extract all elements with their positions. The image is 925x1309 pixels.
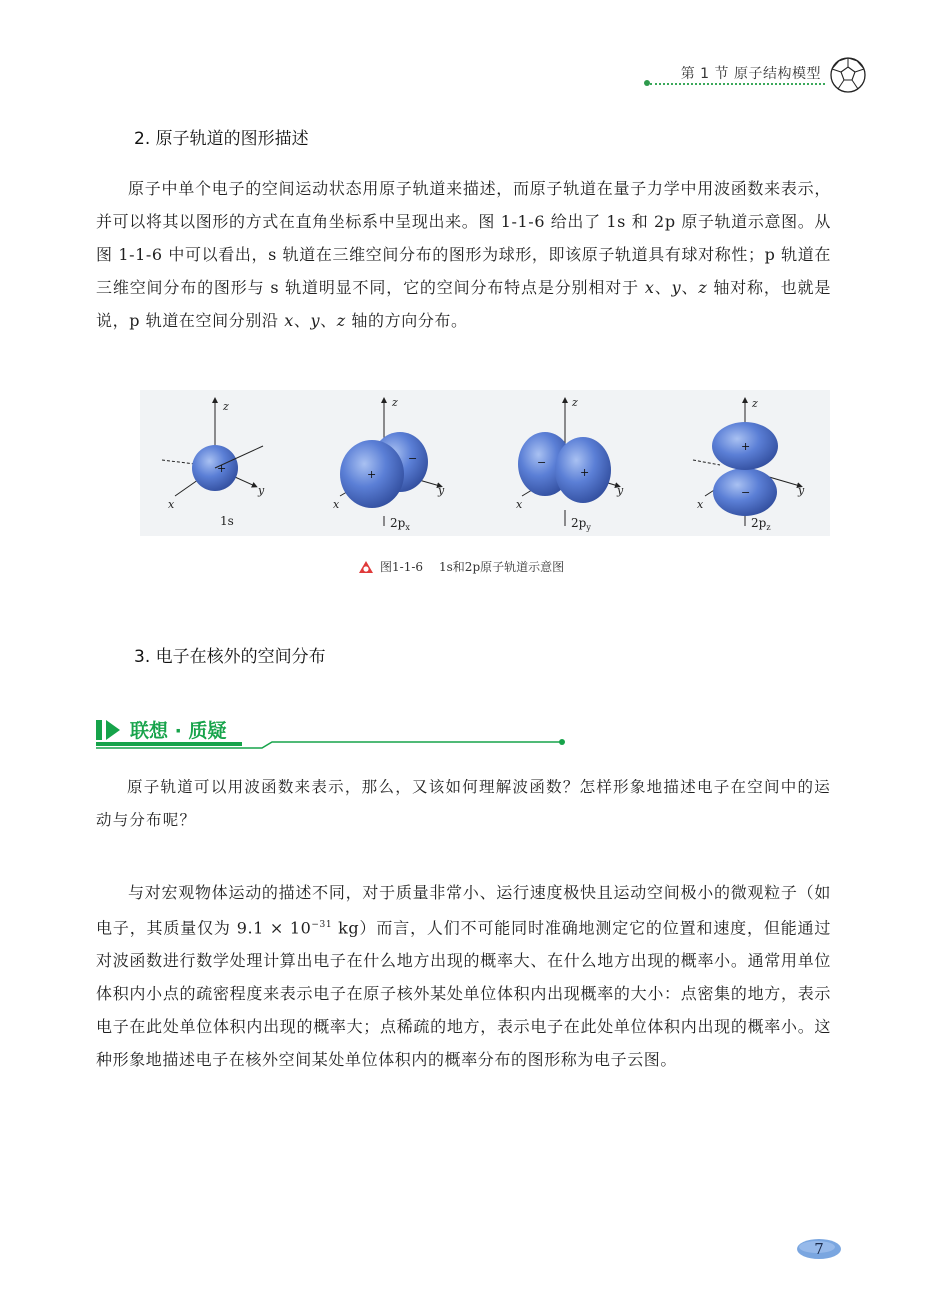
section-heading-orbital-shapes: 2. 原子轨道的图形描述 — [134, 129, 309, 149]
figure-number: 图1-1-6 — [380, 560, 424, 574]
orbital-2py — [516, 396, 624, 532]
figure-title: 1s和2p原子轨道示意图 — [439, 560, 565, 574]
label-1s: 1s — [220, 514, 234, 528]
label-2pz: $2p_z$ — [751, 516, 771, 532]
header-rule — [650, 83, 825, 85]
plus-sign-2pz: + — [741, 440, 751, 453]
page-header — [0, 0, 925, 100]
plus-sign-2py: + — [580, 466, 590, 479]
axis-y-label-2pz: y — [798, 484, 805, 497]
axis-z-label-2px: z — [392, 396, 398, 409]
page-number-badge — [796, 1238, 842, 1260]
label-2py: $2p_y$ — [571, 516, 591, 532]
callout-question: 原子轨道可以用波函数来表示，那么，又该如何理解波函数？怎样形象地描述电子在空间中的运动与分布呢？ — [96, 778, 831, 829]
section-heading-electron-distribution: 3. 电子在核外的空间分布 — [134, 647, 326, 667]
orbital-2px — [333, 396, 445, 532]
axis-z-label-2pz: z — [752, 397, 758, 410]
plus-sign-1s: + — [217, 462, 227, 475]
axis-x-label-2py: x — [516, 498, 523, 511]
orbital-figure — [140, 390, 830, 536]
axis-x-label-2px: x — [333, 498, 340, 511]
fullerene-icon — [828, 55, 868, 95]
minus-sign-2py: − — [537, 456, 547, 469]
chapter-title: 第 1 节 原子结构模型 — [680, 66, 821, 82]
orbital-2pz — [693, 397, 805, 532]
axis-z-label-2py: z — [572, 396, 578, 409]
axis-z-label-1s: z — [223, 400, 229, 413]
axis-x-label-1s: x — [168, 498, 175, 511]
orbital-1s — [162, 400, 265, 528]
axis-x-label-2pz: x — [697, 498, 704, 511]
axis-y-label-2py: y — [617, 484, 624, 497]
plus-sign-2px: + — [367, 468, 377, 481]
paragraph-electron-cloud: 与对宏观物体运动的描述不同，对于质量非常小、运行速度极快且运动空间极小的微观粒子（如电子，其质量仅为 $9.1 \times 10^{-31}$ kg）而言，人们不可能同时准确地测定它的位置和速度，但能通过对波函数进行数学处理计算出电子在什么地方出现的概率大、在什么地方出现的概率小。通常用单位体积内小点的疏密程度来表示电子在原子核外某处单位体积内出现概率的大小：点密集的地方，表示电子在此处单位体积内出现的概率大；点稀疏的地方，表示电子在此处单位体积内出现的概率小。这种形象地描述电子在核外空间某处单位体积内的概率分布的图形称为电子云图。 — [96, 883, 832, 1070]
axis-y-label-1s: y — [258, 484, 265, 497]
figure-caption — [358, 558, 564, 575]
orbital-diagram — [140, 390, 830, 536]
page-number: 7 — [814, 1240, 824, 1258]
minus-sign-2px: − — [408, 452, 418, 465]
paragraph-orbital-description: 原子中单个电子的空间运动状态用原子轨道来描述，而原子轨道在量子力学中用波函数来表示，并可以将其以图形的方式在直角坐标系中呈现出来。图 1-1-6 给出了 1s 和 2p 原子轨道示意图。从图 1-1-6 中可以看出，s 轨道在三维空间分布的图形为球形，即该原子轨道具有球对称性；p 轨道在三维空间分布的图形与 s 轨道明显不同，它的空间分布特点是分别相对于 x、y、z 轴对称，也就是说，p 轨道在空间分别沿 x、y、z 轴的方向分布。 — [96, 179, 832, 330]
minus-sign-2pz: − — [741, 486, 751, 499]
triangle-marker-icon — [358, 560, 374, 574]
label-2px: $2p_x$ — [390, 516, 410, 532]
callout-title: 联想 · 质疑 — [130, 720, 227, 742]
axis-y-label-2px: y — [438, 484, 445, 497]
